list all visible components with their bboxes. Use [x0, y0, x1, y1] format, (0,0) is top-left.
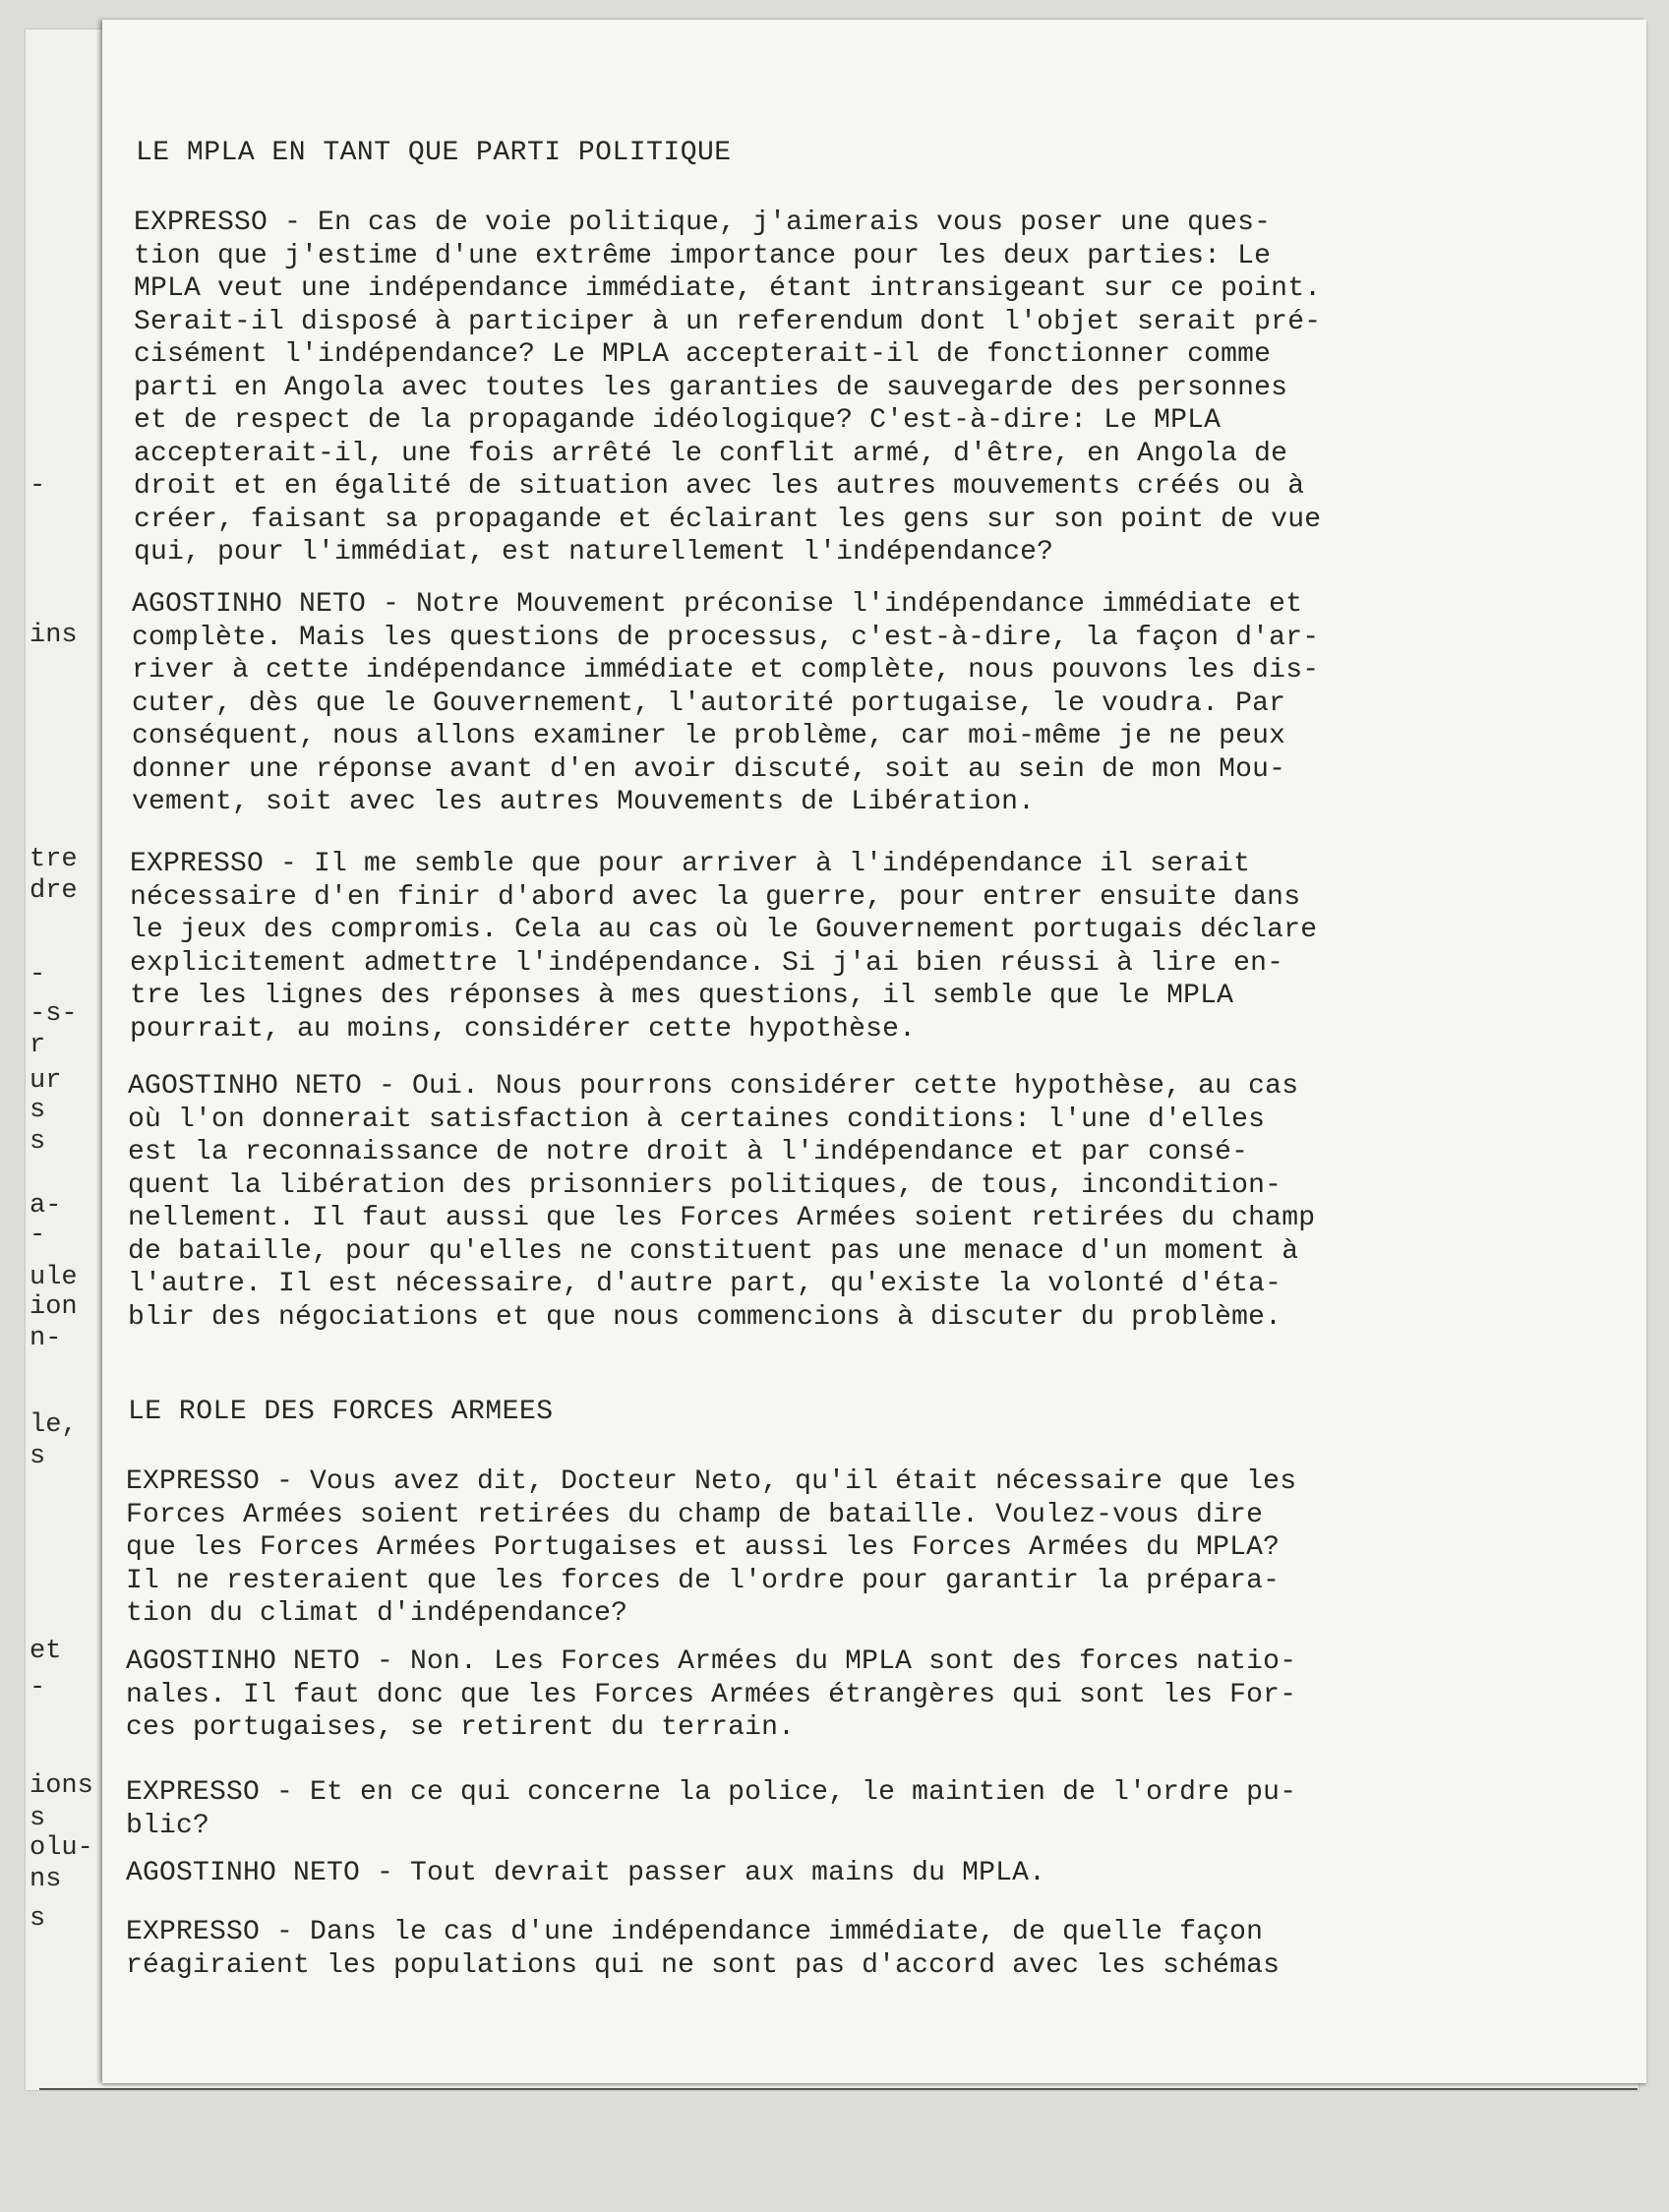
- text-line: Il ne resteraient que les forces de l'ordre pour garantir la prépara-: [126, 1565, 1281, 1596]
- text-line: AGOSTINHO NETO - Tout devrait passer aux mains du MPLA.: [126, 1858, 1046, 1888]
- text-line: Forces Armées soient retirées du champ de bataille. Voulez-vous dire: [126, 1499, 1264, 1530]
- margin-fragment: olu-: [30, 1833, 93, 1863]
- text-line: l'autre. Il est nécessaire, d'autre part, qu'existe la volonté d'éta-: [128, 1269, 1282, 1299]
- paragraph-neto-2: [128, 1070, 1524, 1334]
- text-line: pourrait, au moins, considérer cette hypothèse.: [130, 1013, 917, 1045]
- text-line: blic?: [126, 1810, 210, 1841]
- margin-fragment: -: [30, 960, 46, 989]
- paragraph-neto-3: [126, 1645, 1522, 1745]
- margin-fragment: a-: [30, 1191, 62, 1221]
- section-heading-mpla-parti: LE MPLA EN TANT QUE PARTI POLITIQUE: [136, 138, 732, 168]
- paragraph-neto-4: [126, 1857, 1522, 1890]
- margin-fragment: -: [30, 1221, 46, 1250]
- margin-fragment: ions: [30, 1771, 93, 1801]
- text-line: EXPRESSO - Et en ce qui concerne la police, le maintien de l'ordre pu-: [126, 1777, 1297, 1808]
- text-line: complète. Mais les questions de processus, c'est-à-dire, la façon d'ar-: [132, 622, 1320, 653]
- text-line: Serait-il disposé à participer à un referendum dont l'objet serait pré-: [134, 306, 1322, 337]
- text-line: tre les lignes des réponses à mes questions, il semble que le MPLA: [130, 981, 1234, 1011]
- text-line: explicitement admettre l'indépendance. Si j'ai bien réussi à lire en-: [130, 947, 1284, 979]
- margin-fragment: ion: [30, 1292, 78, 1322]
- text-line: qui, pour l'immédiat, est naturellement l'indépendance?: [134, 537, 1054, 568]
- text-line: et de respect de la propagande idéologique? C'est-à-dire: Le MPLA: [134, 405, 1222, 436]
- text-line: est la reconnaissance de notre droit à l'indépendance et par consé-: [128, 1137, 1249, 1167]
- text-line: MPLA veut une indépendance immédiate, étant intransigeant sur ce point.: [134, 273, 1322, 304]
- text-line: le jeux des compromis. Cela au cas où le Gouvernement portugais déclare: [130, 915, 1318, 945]
- margin-fragment: ule: [30, 1263, 78, 1292]
- text-line: tion que j'estime d'une extrême importance pour les deux parties: Le: [134, 240, 1272, 271]
- paragraph-expresso-2: [130, 848, 1526, 1046]
- text-line: conséquent, nous allons examiner le problème, car moi-même je ne peux: [132, 721, 1286, 751]
- text-line: AGOSTINHO NETO - Notre Mouvement préconise l'indépendance immédiate et: [132, 589, 1303, 620]
- text-line: que les Forces Armées Portugaises et aussi les Forces Armées du MPLA?: [126, 1532, 1281, 1563]
- margin-fragment: -: [30, 1673, 46, 1703]
- underlying-page-margin-text: [24, 0, 102, 2212]
- text-line: donner une réponse avant d'en avoir discuté, soit au sein de mon Mou-: [132, 753, 1286, 785]
- text-line: tion du climat d'indépendance?: [126, 1598, 628, 1629]
- text-line: river à cette indépendance immédiate et complète, nous pouvons les dis-: [132, 655, 1320, 686]
- margin-fragment: le,: [30, 1410, 78, 1440]
- text-line: accepterait-il, une fois arrêté le conflit armé, d'être, en Angola de: [134, 438, 1288, 469]
- margin-fragment: ins: [30, 621, 78, 650]
- text-line: vement, soit avec les autres Mouvements de Libération.: [132, 787, 1036, 817]
- margin-fragment: s: [30, 1096, 46, 1125]
- margin-fragment: -s-: [30, 999, 78, 1029]
- text-line: AGOSTINHO NETO - Oui. Nous pourrons considérer cette hypothèse, au cas: [128, 1071, 1299, 1102]
- text-line: parti en Angola avec toutes les garanties de sauvegarde des personnes: [134, 372, 1288, 403]
- margin-fragment: et: [30, 1637, 62, 1666]
- margin-fragment: n-: [30, 1324, 62, 1353]
- text-line: où l'on donnerait satisfaction à certaines conditions: l'une d'elles: [128, 1104, 1266, 1135]
- paragraph-expresso-5: [126, 1916, 1522, 1982]
- paragraph-expresso-1: [134, 207, 1530, 569]
- page-edge-line: [39, 2088, 1638, 2090]
- margin-fragment: -: [30, 471, 46, 501]
- margin-fragment: dre: [30, 876, 78, 906]
- text-line: AGOSTINHO NETO - Non. Les Forces Armées du MPLA sont des forces natio-: [126, 1646, 1297, 1677]
- margin-fragment: s: [30, 1442, 46, 1471]
- text-line: blir des négociations et que nous commencions à discuter du problème.: [128, 1301, 1282, 1333]
- text-line: EXPRESSO - Il me semble que pour arriver à l'indépendance il serait: [130, 849, 1251, 879]
- margin-fragment: ns: [30, 1865, 62, 1894]
- text-line: EXPRESSO - En cas de voie politique, j'aimerais vous poser une ques-: [134, 208, 1272, 238]
- paragraph-expresso-3: [126, 1465, 1522, 1631]
- text-line: nales. Il faut donc que les Forces Armées étrangères qui sont les For-: [126, 1679, 1297, 1710]
- margin-fragment: tre: [30, 845, 78, 874]
- text-line: ces portugaises, se retirent du terrain.: [126, 1712, 796, 1743]
- text-line: cuter, dès que le Gouvernement, l'autorité portugaise, le voudra. Par: [132, 688, 1286, 719]
- margin-fragment: s: [30, 1127, 46, 1157]
- text-line: EXPRESSO - Vous avez dit, Docteur Neto, qu'il était nécessaire que les: [126, 1466, 1297, 1497]
- margin-fragment: s: [30, 1804, 46, 1833]
- margin-fragment: ur: [30, 1066, 62, 1096]
- paragraph-neto-1: [132, 588, 1528, 819]
- text-line: de bataille, pour qu'elles ne constituent pas une menace d'un moment à: [128, 1235, 1299, 1267]
- text-line: cisément l'indépendance? Le MPLA accepterait-il de fonctionner comme: [134, 339, 1272, 370]
- text-line: droit et en égalité de situation avec les autres mouvements créés ou à: [134, 471, 1305, 502]
- text-line: créer, faisant sa propagande et éclairant les gens sur son point de vue: [134, 504, 1322, 535]
- margin-fragment: r: [30, 1031, 46, 1060]
- paragraph-expresso-4: [126, 1776, 1522, 1842]
- section-heading-forces-armees: LE ROLE DES FORCES ARMEES: [128, 1397, 554, 1427]
- text-line: réagiraient les populations qui ne sont pas d'accord avec les schémas: [126, 1949, 1281, 1981]
- text-line: quent la libération des prisonniers politiques, de tous, incondition-: [128, 1169, 1282, 1201]
- text-line: nellement. Il faut aussi que les Forces Armées soient retirées du champ: [128, 1203, 1316, 1233]
- text-line: nécessaire d'en finir d'abord avec la guerre, pour entrer ensuite dans: [130, 881, 1301, 913]
- text-line: EXPRESSO - Dans le cas d'une indépendance immédiate, de quelle façon: [126, 1917, 1264, 1947]
- margin-fragment: s: [30, 1904, 46, 1934]
